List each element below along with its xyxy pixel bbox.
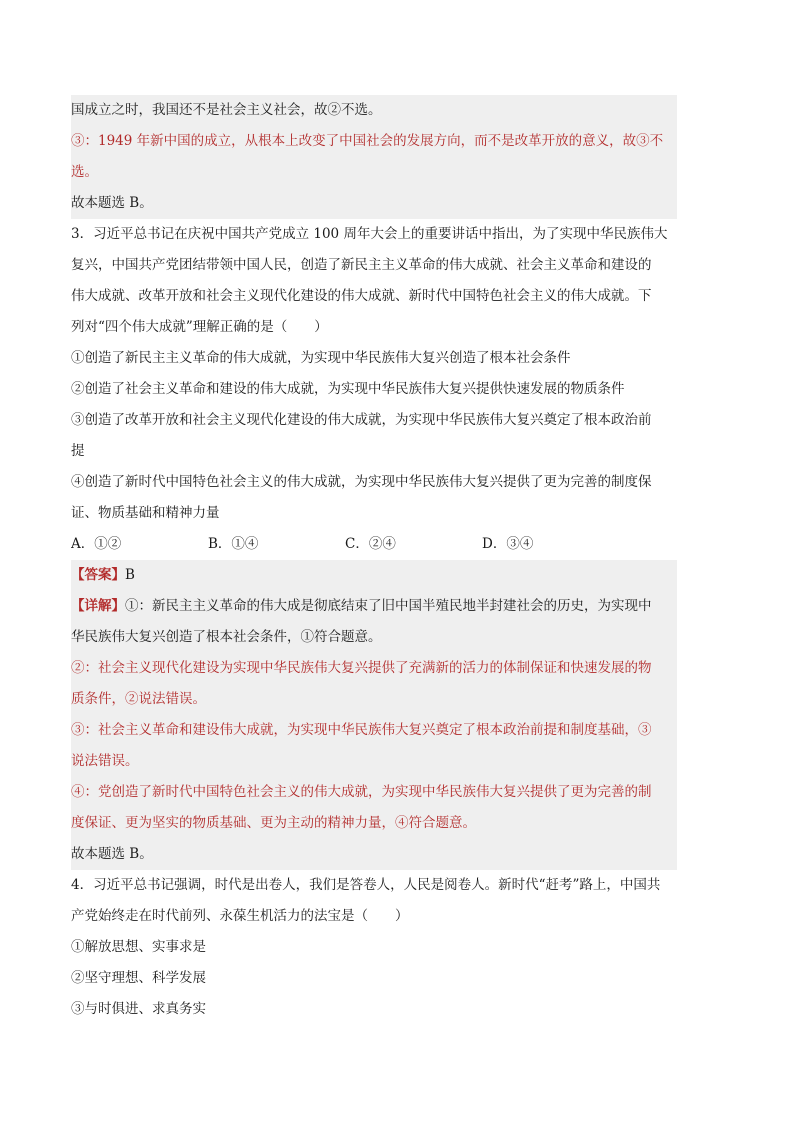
text-line: 国成立之时，我国还不是社会主义社会，故②不选。 (71, 102, 382, 118)
detail-line: ②：社会主义现代化建设为实现中华民族伟大复兴提供了充满新的活力的体制保证和快速发展的物 (71, 660, 652, 676)
question-stem: 3．习近平总书记在庆祝中国共产党成立 100 周年大会上的重要讲话中指出，为了实现中华民族伟大 (71, 226, 668, 242)
statement-2: ②坚守理想、科学发展 (71, 970, 206, 986)
previous-answer-block (71, 95, 677, 219)
statement-3: ③创造了改革开放和社会主义现代化建设的伟大成就，为实现中华民族伟大复兴奠定了根本政治前 (71, 412, 652, 428)
detail-line: 度保证、更为坚实的物质基础、更为主动的精神力量，④符合题意。 (71, 815, 476, 831)
detail-line: 华民族伟大复兴创造了根本社会条件，①符合题意。 (71, 629, 382, 645)
text-line: 选。 (71, 164, 98, 180)
option-a: A．①② (71, 536, 122, 552)
statement-1: ①创造了新民主主义革命的伟大成就，为实现中华民族伟大复兴创造了根本社会条件 (71, 350, 571, 366)
question-stem: 列对“四个伟大成就”理解正确的是（ ） (71, 319, 328, 335)
statement-3: ③与时俱进、求真务实 (71, 1001, 206, 1017)
answer-line (71, 560, 677, 591)
answer-value: B (125, 567, 135, 583)
detail-text: ①：新民主主义革命的伟大成是彻底结束了旧中国半殖民地半封建社会的历史，为实现中 (125, 598, 652, 614)
question-stem: 复兴，中国共产党团结带领中国人民，创造了新民主主义革命的伟大成就、社会主义革命和建设的 (71, 257, 652, 273)
text-line: ③：1949 年新中国的成立，从根本上改变了中国社会的发展方向，而不是改革开放的意义，故③不 (71, 133, 664, 149)
answer-block (71, 560, 677, 870)
detail-line (71, 591, 677, 622)
question-3 (71, 219, 677, 560)
option-c: C．②④ (345, 536, 396, 552)
conclusion-line: 故本题选 B。 (71, 846, 153, 862)
detail-line: ④：党创造了新时代中国特色社会主义的伟大成就，为实现中华民族伟大复兴提供了更为完善的制 (71, 784, 652, 800)
options-row (71, 529, 677, 560)
detail-tag: 【详解】 (71, 598, 125, 614)
conclusion-line: 故本题选 B。 (71, 195, 153, 211)
document-page (71, 95, 677, 1025)
detail-line: ③：社会主义革命和建设伟大成就，为实现中华民族伟大复兴奠定了根本政治前提和制度基础，③ (71, 722, 652, 738)
question-4 (71, 870, 677, 1025)
option-b: B．①④ (208, 536, 259, 552)
question-stem: 伟大成就、改革开放和社会主义现代化建设的伟大成就、新时代中国特色社会主义的伟大成就。下 (71, 288, 652, 304)
statement-4: ④创造了新时代中国特色社会主义的伟大成就，为实现中华民族伟大复兴提供了更为完善的制度保 (71, 474, 652, 490)
statement-3-cont: 提 (71, 443, 85, 459)
statement-4-cont: 证、物质基础和精神力量 (71, 505, 220, 521)
option-d: D．③④ (482, 536, 534, 552)
question-stem: 产党始终走在时代前列、永葆生机活力的法宝是（ ） (71, 908, 409, 924)
question-stem: 4．习近平总书记强调，时代是出卷人，我们是答卷人，人民是阅卷人。新时代“赶考”路上，中国共 (71, 877, 661, 893)
statement-2: ②创造了社会主义革命和建设的伟大成就，为实现中华民族伟大复兴提供快速发展的物质条件 (71, 381, 625, 397)
answer-tag: 【答案】 (71, 567, 125, 583)
detail-line: 说法错误。 (71, 753, 139, 769)
detail-line: 质条件，②说法错误。 (71, 691, 206, 707)
statement-1: ①解放思想、实事求是 (71, 939, 206, 955)
